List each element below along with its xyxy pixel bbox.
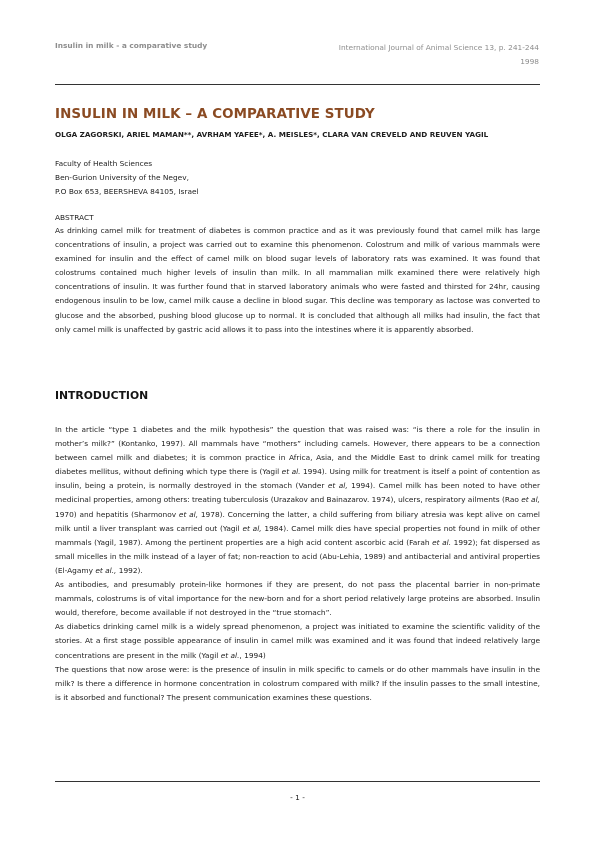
- italic-run: et al.: [220, 650, 240, 660]
- intro-paragraph: As antibodies, and presumably protein-like hormones if they are present, do not pass the placental barrier in non-primate mammals, colostrums is of vital importance for the new-born and for a short period relatively large proteins are absorbed. Insulin would, therefore, become available if not destroyed in the “true stomach”.: [55, 580, 540, 618]
- introduction-body: [55, 423, 540, 705]
- page-number: - 1 -: [290, 793, 305, 802]
- text-run: In the article “type 1 diabetes and the milk hypothesis” the question that was raised was: “is there a role for the insulin in mother’s milk?” (Kontanko, 1997). All mammals have “mothers” including camels. However, there appears to be a connection between camel milk and diabetes; it is common practice in Africa, Asia, and the Middle East to drink camel milk for treating diabetes mellitus, without defining which type there is (Yagil: [55, 425, 540, 477]
- affiliation-block: [55, 157, 199, 200]
- paper-title: INSULIN IN MILK – A COMPARATIVE STUDY: [55, 107, 375, 122]
- citation-journal: International Journal of Animal Science 13, p. 241-244: [338, 43, 539, 52]
- intro-paragraph: [55, 423, 540, 578]
- italic-run: et al,: [327, 481, 348, 491]
- footer-divider: [55, 781, 540, 782]
- intro-paragraph: The questions that now arose were: is the presence of insulin in milk specific to camels or do other mammals have insulin in the milk? Is there a difference in hormone concentration in colostrum compared with milk? If the insulin passes to the small intestine, is it absorbed and functional? The present communication examines these questions.: [55, 664, 540, 702]
- affiliation-line: Ben-Gurion University of the Negev,: [55, 173, 189, 183]
- text-run: As diabetics drinking camel milk is a widely spread phenomenon, a project was initiated to examine the scientific validity of the stories. At a first stage possible appearance of insulin in camel milk was examined and it was found that indeed relatively large concentrations are present in the milk (Yagil: [55, 622, 540, 660]
- text-run: 1984). Camel milk dies have special properties not found in milk of other mammals (Yagil, 1987). Among the pertinent properties are a high acid content ascorbic acid (Farah: [55, 523, 540, 547]
- affiliation-line: Faculty of Health Sciences: [55, 159, 153, 168]
- abstract-text: As drinking camel milk for treatment of diabetes is common practice and as it was previously found that camel milk has large concentrations of insulin, a project was carried out to examine this phenomenon. Colostrum and milk of various mammals were examined for insulin and the effect of camel milk on blood sugar levels of laboratory rats was examined. It was found that colostrums contained much higher levels of insulin than milk. In all mammalian milk examined there were relatively high concentrations of insulin. It was further found that in starved laboratory animals who were fasted and thirsted for 24hr, causing endogenous insulin to be low, camel milk cause a decline in blood sugar. This decline was temporary as lactose was converted to glucose and the absorbed, pushing blood glucose up to normal. It is concluded that although all milks had insulin, the fact that only camel milk is unaffected by gastric acid allows it to pass into the intestines where it is apparently absorbed.: [55, 226, 540, 334]
- text-run: 1994). Using milk for treatment is itself a point of contention as insulin, being a protein, is normally destroyed in the stomach (Vander: [55, 467, 540, 491]
- intro-paragraph: [55, 620, 540, 662]
- citation-year: 1998: [520, 57, 539, 66]
- text-run: 1992); fat dispersed as small micelles in the milk instead of a layer of fat; non-reaction to acid (Abu-Lehia, 1989) and antibacterial and antiviral properties (El-Agamy: [55, 537, 540, 575]
- italic-run: et al,: [178, 509, 199, 519]
- running-header-title: Insulin in milk - a comparative study: [55, 41, 208, 50]
- italic-run: et al.: [281, 467, 301, 477]
- text-run: 1978). Concerning the latter, a child suffering from biliary atresia was kept alive on camel milk until a liver transplant was carried out (Yagil: [55, 509, 540, 533]
- affiliation-line: P.O Box 653, BEERSHEVA 84105, Israel: [55, 187, 199, 197]
- italic-run: et al.: [432, 537, 452, 547]
- abstract-label: ABSTRACT: [55, 213, 94, 222]
- header-divider: [55, 84, 540, 85]
- text-run: 1970) and hepatitis (Sharmonov: [55, 509, 179, 519]
- introduction-heading: INTRODUCTION: [55, 389, 149, 402]
- italic-run: et al,: [521, 495, 540, 505]
- italic-run: et al,: [242, 523, 262, 533]
- text-run: 1994). Camel milk has been noted to have other medicinal properties, among others: treating tuberculosis (Urazakov and Bainazarov. 1974), ulcers, respiratory ailments (Rao: [55, 481, 540, 505]
- text-run: , 1994): [239, 650, 266, 660]
- text-run: 1992).: [116, 565, 143, 575]
- italic-run: et al.,: [95, 565, 117, 575]
- author-list: OLGA ZAGORSKI, ARIEL MAMAN**, AVRHAM YAFEE*, A. MEISLES*, CLARA VAN CREVELD AND REUVEN YAGIL: [55, 130, 489, 139]
- running-header-citation: [279, 41, 539, 69]
